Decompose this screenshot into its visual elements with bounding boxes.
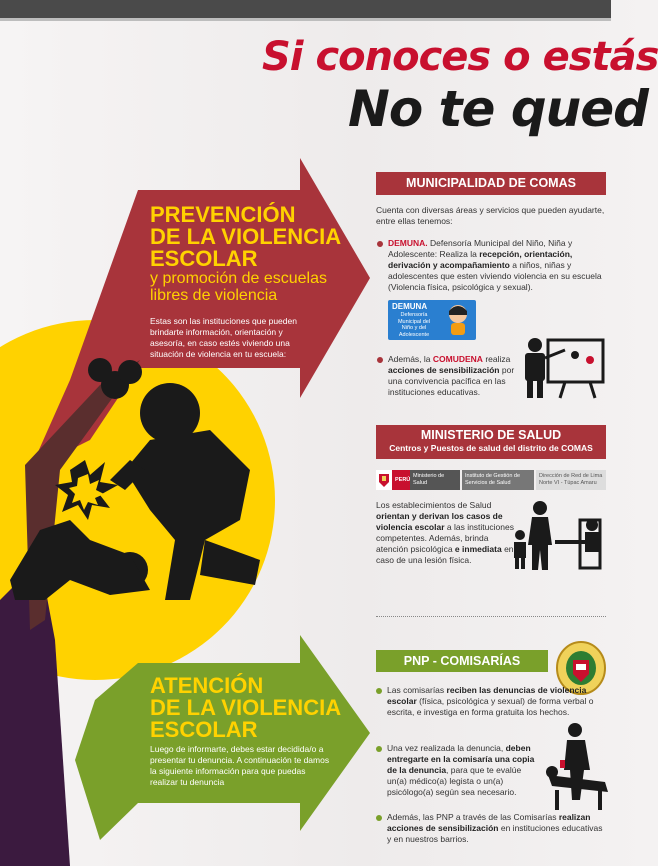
instituto-label: Instituto de Gestión de Servicios de Salud [462, 470, 534, 490]
pnp-bullet-2: Una vez realizada la denuncia, deben entregarte en la comisaría una copia de la denuncia, para que te evalúe un(a) médico(a) legista o un(a) psicólogo(a) según sea necesario. [387, 743, 535, 797]
comudena-name: COMUDENA [432, 354, 483, 364]
bullet-icon [377, 241, 383, 247]
headline-line2: No te qued [348, 80, 648, 138]
prevencion-subtitle: y promoción de escuelas libres de violencia [150, 270, 327, 304]
pnp-bullet-1: Las comisarías reciben las denuncias de violencia escolar (física, psicológica y sexual) de forma verbal o escrita, e investiga en forma gratuita los hechos. [387, 685, 594, 717]
pnp-bullet-3: Además, las PNP a través de las Comisarías realizan acciones de sensibilización en instituciones educativas y en nuestros barrios. [387, 812, 603, 844]
demuna-logo-subtitle: Defensoría Municipal del Niño y del Adolescente [397, 312, 431, 338]
atencion-description: Luego de informarte, debes estar decidida/o a presentar tu denuncia. A continuación te damos la siguiente información para que puedas realizar tu denuncia [150, 744, 330, 787]
minsa-header [376, 425, 606, 459]
atencion-title-line2: DE LA VIOLENCIA [150, 695, 342, 720]
ministerio-label: Ministerio de Salud [410, 470, 460, 490]
demuna-name: DEMUNA. [388, 238, 428, 248]
pnp-header: PNP - COMISARÍAS [376, 650, 548, 672]
direccion-label: Dirección de Red de Lima Norte VI - Túpac Amaru [536, 470, 606, 490]
bullet-icon [376, 688, 382, 694]
atencion-title-line3: ESCOLAR [150, 717, 258, 742]
atencion-title-line1: ATENCIÓN [150, 673, 264, 698]
demuna-child-icon [442, 303, 474, 337]
doctor-patient-icon [546, 723, 608, 810]
teacher-board-icon [525, 338, 603, 398]
municipalidad-header: MUNICIPALIDAD DE COMAS [376, 172, 606, 195]
headline-line1: Si conoces o estás [262, 34, 658, 80]
peru-shield-icon [376, 470, 392, 490]
prevencion-title-line2: DE LA VIOLENCIA [150, 224, 342, 249]
atencion-title [150, 675, 341, 741]
peru-label: PERÚ [392, 470, 410, 490]
demuna-logo [388, 300, 476, 340]
minsa-title: MINISTERIO DE SALUD [420, 428, 562, 442]
prevencion-title-line3: ESCOLAR [150, 246, 258, 271]
bullet-icon [377, 357, 383, 363]
demuna-logo-name: DEMUNA [392, 302, 428, 311]
prevencion-title [150, 204, 341, 270]
section-divider [376, 616, 606, 617]
prevencion-title-line1: PREVENCIÓN [150, 202, 296, 227]
minsa-logo-bar [376, 470, 606, 490]
prevencion-description: Estas son las instituciones que pueden brindarte información, orientación y asesoría, en caso estés viviendo una situación de violencia en tu escuela: [150, 316, 297, 359]
bullet-icon [376, 815, 382, 821]
municipalidad-intro: Cuenta con diversas áreas y servicios que pueden ayudarte, entre ellas tenemos: [376, 205, 605, 226]
bullet-icon [376, 746, 382, 752]
minsa-text: Los establecimientos de Salud orientan y derivan los casos de violencia escolar a las instituciones competentes. Además, brinda atención psicológica e inmediata en caso de una lesión física. [376, 500, 514, 565]
minsa-subtitle: Centros y Puestos de salud del distrito de COMAS [389, 443, 593, 453]
comudena-bullet: Además, la COMUDENA realiza acciones de sensibilización por una convivencia pacífica en las instituciones educativas. [388, 354, 515, 397]
family-doctor-icon [514, 501, 600, 570]
demuna-bullet: DEMUNA. Defensoría Municipal del Niño, Niña y Adolescente: Realiza la recepción, orientación, derivación y acompañamiento a niños, niñas y adolescentes que esten viviendo violencia en su escuela (Violencia física, psicológica y sexual). [388, 238, 602, 292]
